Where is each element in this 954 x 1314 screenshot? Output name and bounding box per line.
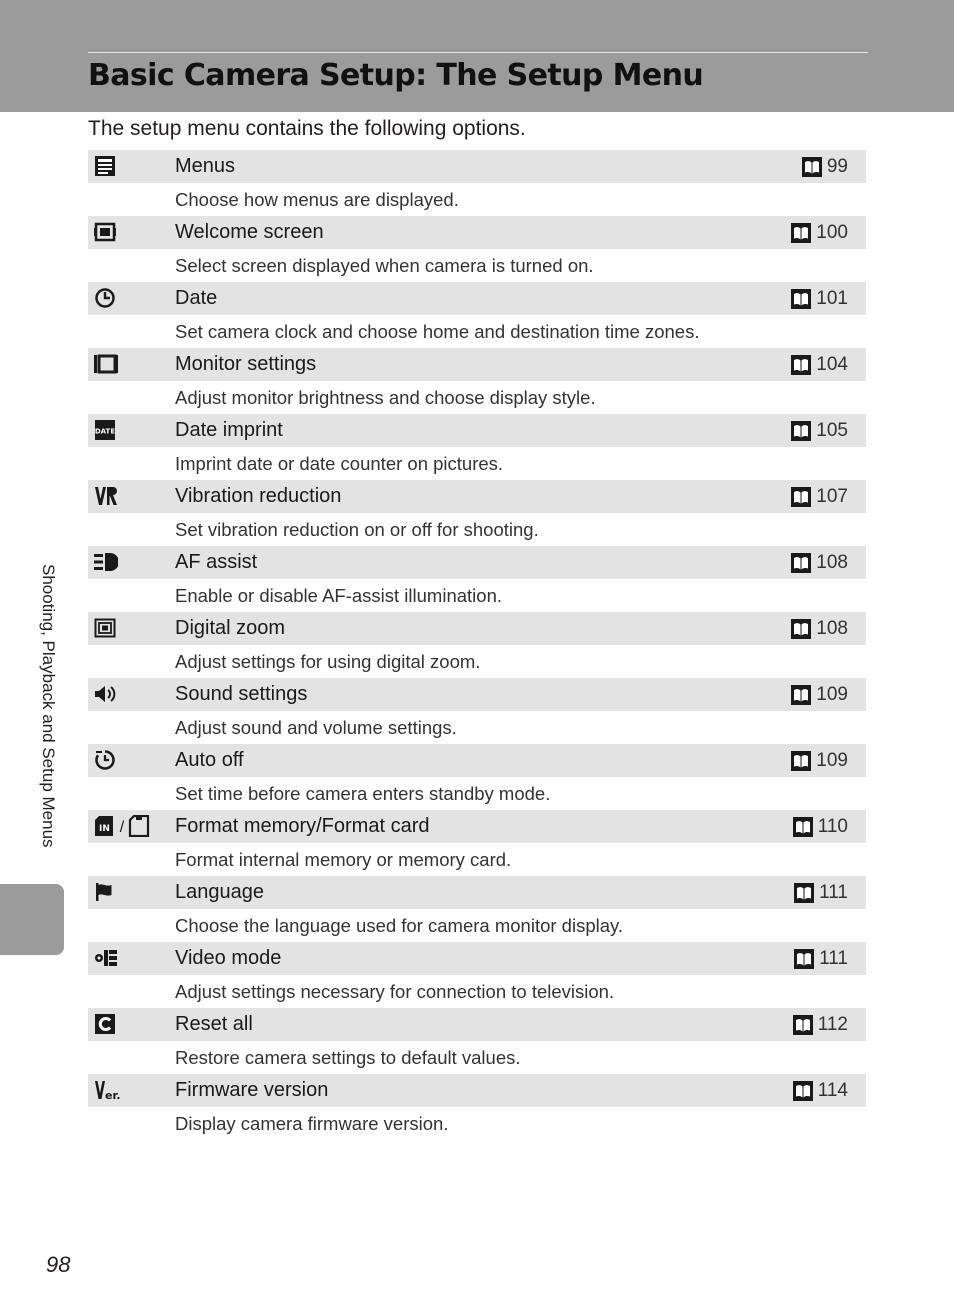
date-imprint-icon bbox=[94, 419, 154, 441]
svg-text:DATE: DATE bbox=[94, 427, 116, 436]
menu-entry bbox=[88, 942, 866, 1008]
menu-entry-description: Adjust settings for using digital zoom. bbox=[175, 651, 481, 672]
page-reference-number: 101 bbox=[816, 288, 848, 309]
page-reference bbox=[791, 480, 848, 513]
menu-entry-description: Display camera firmware version. bbox=[175, 1113, 449, 1134]
menu-entry-description: Restore camera settings to default values. bbox=[175, 1047, 521, 1068]
page-reference bbox=[791, 678, 848, 711]
header-rule bbox=[88, 52, 868, 53]
menu-entry-name: Reset all bbox=[175, 1013, 253, 1035]
menu-entry bbox=[88, 876, 866, 942]
page-number: 98 bbox=[46, 1252, 71, 1277]
menu-entry-name: Language bbox=[175, 881, 264, 903]
header-band bbox=[0, 0, 954, 112]
page-title: Basic Camera Setup: The Setup Menu bbox=[88, 58, 704, 93]
menu-entry-description: Adjust settings necessary for connection to television. bbox=[175, 981, 615, 1002]
menu-entry-name: Vibration reduction bbox=[175, 485, 342, 507]
menu-entry-name: AF assist bbox=[175, 551, 258, 573]
page-reference-icon bbox=[791, 289, 811, 309]
menu-entry-description: Set camera clock and choose home and destination time zones. bbox=[175, 321, 700, 342]
page-reference bbox=[791, 612, 848, 645]
menu-entry-header bbox=[88, 1074, 866, 1107]
page-reference-number: 111 bbox=[819, 948, 848, 969]
menu-entry-description: Enable or disable AF-assist illumination. bbox=[175, 585, 502, 606]
menu-entry bbox=[88, 678, 866, 744]
side-section-tab bbox=[0, 884, 64, 955]
page-reference-number: 104 bbox=[816, 354, 848, 375]
welcome-screen-icon bbox=[94, 221, 154, 243]
menu-entry-header bbox=[88, 810, 866, 843]
page-reference-icon bbox=[791, 619, 811, 639]
format-memory-card-icon bbox=[94, 815, 154, 837]
page-reference-icon bbox=[793, 1015, 813, 1035]
page-reference bbox=[793, 1008, 848, 1041]
auto-off-icon bbox=[94, 749, 154, 771]
page-reference bbox=[793, 810, 848, 843]
page-reference-icon bbox=[793, 1081, 813, 1101]
svg-text:/: / bbox=[119, 819, 125, 836]
page-reference bbox=[802, 150, 848, 183]
menu-entry-name: Menus bbox=[175, 155, 236, 177]
menu-entry-name: Welcome screen bbox=[175, 221, 324, 243]
menu-entry-header bbox=[88, 876, 866, 909]
page-reference bbox=[791, 348, 848, 381]
intro-text: The setup menu contains the following options. bbox=[88, 117, 526, 140]
page-reference-number: 110 bbox=[817, 816, 848, 837]
page-reference-icon bbox=[791, 751, 811, 771]
reset-all-icon bbox=[94, 1013, 154, 1035]
page-reference-number: 109 bbox=[816, 684, 848, 705]
menu-entry-description: Adjust monitor brightness and choose display style. bbox=[175, 387, 596, 408]
menu-entry bbox=[88, 150, 866, 216]
menu-entry-description: Set time before camera enters standby mode. bbox=[175, 783, 551, 804]
menu-entry-name: Video mode bbox=[175, 947, 282, 969]
menu-entry-header bbox=[88, 942, 866, 975]
digital-zoom-icon bbox=[94, 617, 154, 639]
menu-entry-header bbox=[88, 414, 866, 447]
page-reference-number: 109 bbox=[816, 750, 848, 771]
page-reference-icon bbox=[791, 553, 811, 573]
page-reference-number: 99 bbox=[826, 156, 848, 177]
menu-entry-header bbox=[88, 216, 866, 249]
menu-entry-name: Firmware version bbox=[175, 1079, 329, 1101]
page-reference-icon bbox=[791, 355, 811, 375]
menu-entry bbox=[88, 216, 866, 282]
menu-entry-name: Sound settings bbox=[175, 683, 308, 705]
menu-entry-header bbox=[88, 678, 866, 711]
menu-entry-header bbox=[88, 1008, 866, 1041]
menu-entry-name: Digital zoom bbox=[175, 617, 286, 639]
menu-entry bbox=[88, 414, 866, 480]
menu-entry bbox=[88, 1008, 866, 1074]
menu-entry bbox=[88, 744, 866, 810]
page-reference-icon bbox=[791, 685, 811, 705]
menu-entry-header bbox=[88, 282, 866, 315]
page-reference-icon bbox=[791, 487, 811, 507]
af-assist-icon bbox=[94, 551, 154, 573]
menus-icon bbox=[94, 155, 154, 177]
page-reference bbox=[794, 876, 848, 909]
vibration-reduction-icon bbox=[94, 485, 154, 507]
page-reference-icon bbox=[794, 949, 814, 969]
page-reference-number: 111 bbox=[819, 882, 848, 903]
page-reference-number: 112 bbox=[817, 1014, 848, 1035]
page-reference bbox=[791, 216, 848, 249]
page-reference bbox=[791, 282, 848, 315]
svg-text:IN: IN bbox=[99, 824, 110, 834]
menu-entry-description: Set vibration reduction on or off for shooting. bbox=[175, 519, 539, 540]
menu-entry-description: Imprint date or date counter on pictures. bbox=[175, 453, 504, 474]
page-reference-icon bbox=[793, 817, 813, 837]
page-reference bbox=[791, 744, 848, 777]
menu-entry-description: Format internal memory or memory card. bbox=[175, 849, 512, 870]
page-reference-icon bbox=[791, 223, 811, 243]
page-reference-icon bbox=[791, 421, 811, 441]
menu-entry bbox=[88, 480, 866, 546]
menu-entry-name: Date bbox=[175, 287, 218, 309]
menu-entry-name: Format memory/Format card bbox=[175, 815, 430, 837]
page-reference-number: 107 bbox=[816, 486, 848, 507]
menu-entry-header bbox=[88, 348, 866, 381]
menu-entry-description: Choose the language used for camera monitor display. bbox=[175, 915, 624, 936]
menu-entry-name: Monitor settings bbox=[175, 353, 317, 375]
page-reference-number: 108 bbox=[816, 552, 848, 573]
menu-entry bbox=[88, 810, 866, 876]
menu-entry-name: Auto off bbox=[175, 749, 244, 771]
menu-entry bbox=[88, 1074, 866, 1140]
menu-entry-header bbox=[88, 480, 866, 513]
page-reference-number: 105 bbox=[816, 420, 848, 441]
page-reference-icon bbox=[794, 883, 814, 903]
page-reference bbox=[794, 942, 848, 975]
menu-entry-description: Select screen displayed when camera is turned on. bbox=[175, 255, 594, 276]
menu-entry bbox=[88, 282, 866, 348]
language-icon bbox=[94, 881, 154, 903]
menu-entry-header bbox=[88, 150, 866, 183]
menu-entry bbox=[88, 612, 866, 678]
menu-entry bbox=[88, 348, 866, 414]
menu-entry-header bbox=[88, 612, 866, 645]
setup-menu-table bbox=[88, 150, 866, 1140]
menu-entry-header bbox=[88, 546, 866, 579]
sound-settings-icon bbox=[94, 683, 154, 705]
page-reference-number: 114 bbox=[817, 1080, 848, 1101]
page-reference bbox=[793, 1074, 848, 1107]
side-section-label: Shooting, Playback and Setup Menus bbox=[39, 564, 58, 848]
menu-entry bbox=[88, 546, 866, 612]
monitor-settings-icon bbox=[94, 353, 154, 375]
page-reference bbox=[791, 546, 848, 579]
date-clock-icon bbox=[94, 287, 154, 309]
menu-entry-description: Choose how menus are displayed. bbox=[175, 189, 459, 210]
page-reference-icon bbox=[802, 157, 822, 177]
svg-text:er.: er. bbox=[105, 1089, 121, 1101]
video-mode-icon bbox=[94, 947, 154, 969]
menu-entry-description: Adjust sound and volume settings. bbox=[175, 717, 457, 738]
menu-entry-header bbox=[88, 744, 866, 777]
firmware-version-icon bbox=[94, 1079, 154, 1101]
page-reference bbox=[791, 414, 848, 447]
menu-entry-name: Date imprint bbox=[175, 419, 283, 441]
page-reference-number: 108 bbox=[816, 618, 848, 639]
page-reference-number: 100 bbox=[816, 222, 848, 243]
